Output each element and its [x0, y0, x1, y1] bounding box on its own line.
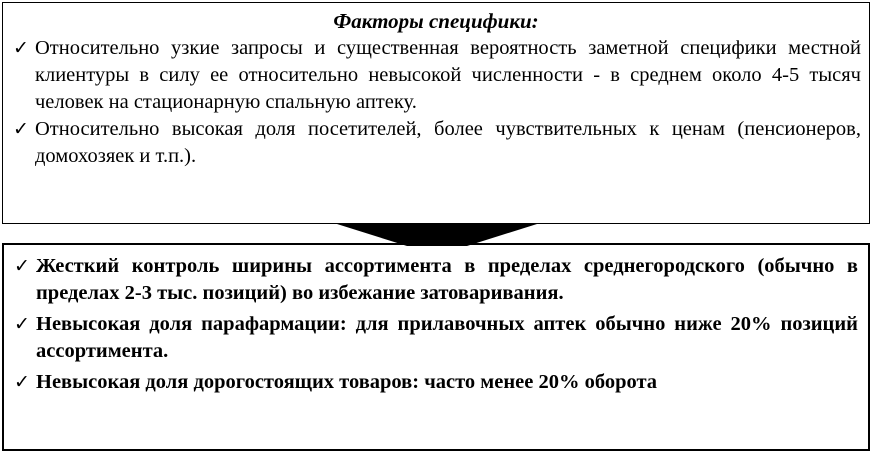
checkmark-icon: ✓: [13, 38, 29, 59]
list-item: [12, 253, 858, 307]
factors-list: [11, 35, 861, 170]
conclusions-box: [2, 243, 870, 451]
checkmark-icon: ✓: [14, 314, 30, 335]
list-item: [12, 311, 858, 365]
list-item-text: Невысокая доля дорогостоящих товаров: часто менее 20% оборота: [36, 371, 658, 393]
list-item-text: Относительно высокая доля посетителей, более чувствительных к ценам (пенсионеров, домохозяек и т.п.).: [35, 118, 861, 167]
checkmark-icon: ✓: [14, 256, 30, 277]
checkmark-icon: ✓: [14, 372, 30, 393]
list-item: [11, 35, 861, 116]
conclusions-list: [12, 253, 858, 396]
list-item: [12, 369, 858, 396]
checkmark-icon: ✓: [13, 119, 29, 140]
list-item-text: Относительно узкие запросы и существенная вероятность заметной специфики местной клиентуры в силу ее относительно невысокой численности - в среднем около 4-5 тысяч человек на стационарную спальную аптеку.: [35, 37, 861, 113]
factors-box: [2, 2, 870, 224]
list-item: [11, 116, 861, 170]
factors-title: Факторы специфики:: [333, 9, 539, 33]
list-item-text: Невысокая доля парафармации: для прилавочных аптек обычно ниже 20% позиций ассортимента.: [36, 313, 858, 362]
list-item-text: Жесткий контроль ширины ассортимента в пределах среднегородского (обычно в пределах 2-3 тыс. позиций) во избежание затоваривания.: [36, 255, 858, 304]
